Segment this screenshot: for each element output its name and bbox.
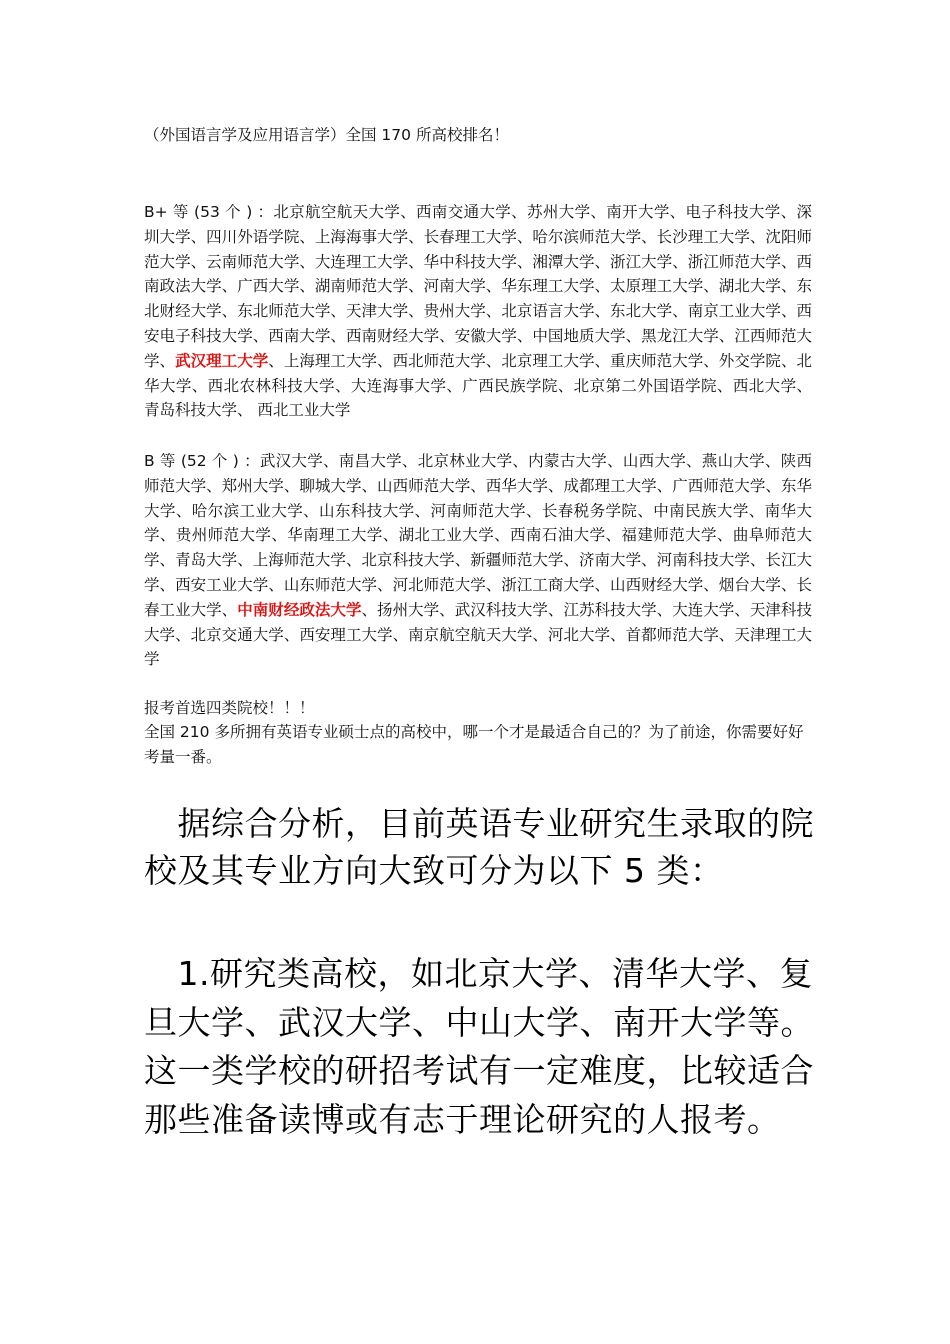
grade-bplus-paragraph [144,200,812,423]
category-1-text: 1.研究类高校，如北京大学、清华大学、复旦大学、武汉大学、中山大学、南开大学等。这一类学校的研招考试有一定难度，比较适合那些准备读博或有志于理论研究的人报考。 [144,954,814,1139]
grade-b-list-part1: 武汉大学、南昌大学、北京林业大学、内蒙古大学、山西大学、燕山大学、陕西师范大学、郑州大学、聊城大学、山西师范大学、西华大学、成都理工大学、广西师范大学、东华大学、哈尔滨工业大学、山东科技大学、河南师范大学、长春税务学院、中南民族大学、南华大学、贵州师范大学、华南理工大学、湖北工业大学、西南石油大学、福建师范大学、曲阜师范大学、青岛大学、上海师范大学、北京科技大学、新疆师范大学、济南大学、河南科技大学、长江大学、西安工业大学、山东师范大学、河北师范大学、浙江工商大学、山西财经大学、烟台大学、长春工业大学、 [144,452,812,619]
nation-line: 全国 210 多所拥有英语专业硕士点的高校中，哪一个才是最适合自己的？为了前途，你需要好好考量一番。 [144,723,804,766]
category-1-paragraph [144,950,834,1144]
page-heading: （外国语言学及应用语言学）全国 170 所高校排名！ [144,126,509,144]
grade-b-list-part2: 、扬州大学、武汉科技大学、江苏科技大学、大连大学、天津科技大学、北京交通大学、西安理工大学、南京航空航天大学、河北大学、首都师范大学、天津理工大学 [144,600,812,669]
pick-line: 报考首选四类院校！！！ [144,699,315,717]
grade-b-highlight: 中南财经政法大学 [237,600,362,619]
analysis-paragraph [144,800,834,894]
grade-b-label: B 等 (52 个 ) ： [144,452,260,470]
grade-bplus-highlight: 武汉理工大学 [175,351,269,370]
analysis-text: 据综合分析，目前英语专业研究生录取的院校及其专业方向大致可分为以下 5 类： [144,804,814,890]
grade-bplus-list-part2: 、上海理工大学、西北师范大学、北京理工大学、重庆师范大学、外交学院、北华大学、西北农林科技大学、大连海事大学、广西民族学院、北京第二外国语学院、西北大学、 青岛科技大学、 西北工业大学 [144,351,812,420]
grade-bplus-list-part1: 北京航空航天大学、西南交通大学、苏州大学、南开大学、电子科技大学、深圳大学、四川外语学院、上海海事大学、长春理工大学、哈尔滨师范大学、长沙理工大学、沈阳师范大学、云南师范大学、大连理工大学、华中科技大学、湘潭大学、浙江大学、浙江师范大学、西南政法大学、广西大学、湖南师范大学、河南大学、华东理工大学、太原理工大学、湖北大学、东北财经大学、东北师范大学、天津大学、贵州大学、北京语言大学、东北大学、南京工业大学、西安电子科技大学、西南大学、西南财经大学、安徽大学、中国地质大学、黑龙江大学、江西师范大学、 [144,203,812,370]
grade-b-paragraph [144,449,812,672]
grade-bplus-label: B+ 等 (53 个 ) ： [144,203,274,221]
